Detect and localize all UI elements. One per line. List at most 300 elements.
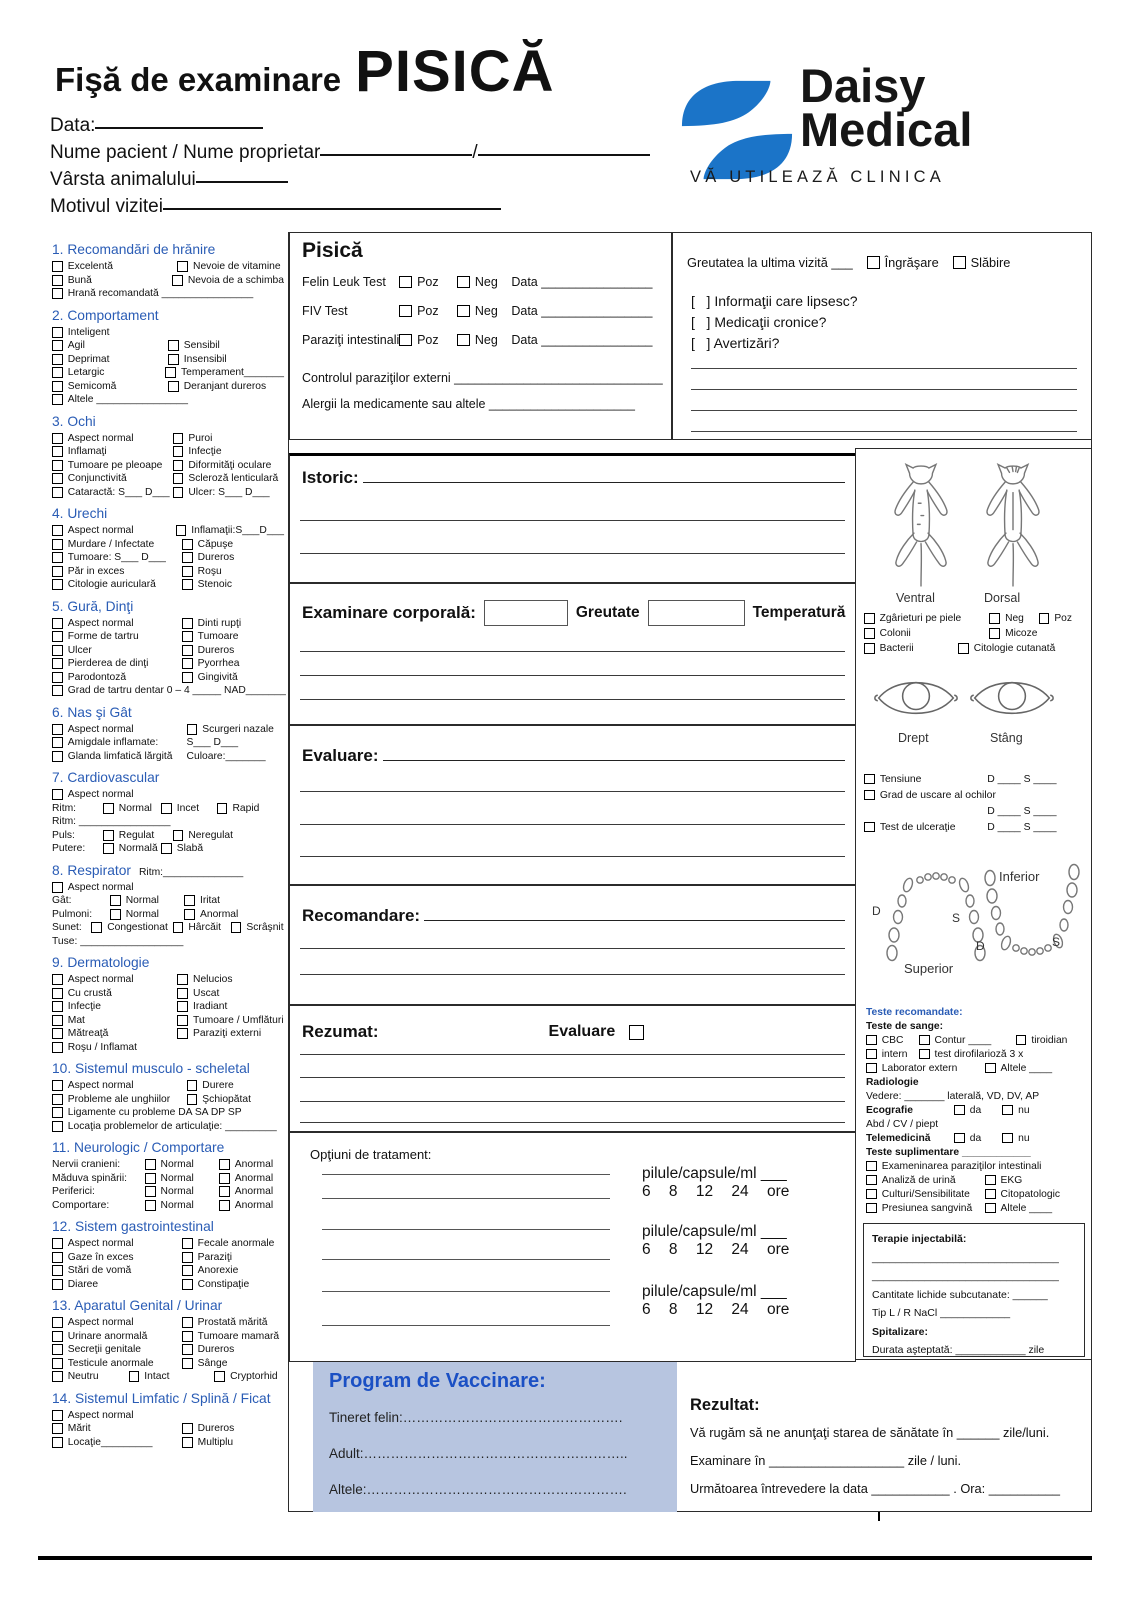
checkbox[interactable]	[184, 895, 195, 906]
checkbox[interactable]	[182, 658, 193, 669]
checkbox[interactable]	[145, 1200, 156, 1211]
section-heading	[52, 242, 284, 257]
checkbox[interactable]	[866, 1203, 877, 1214]
checkbox[interactable]	[52, 446, 63, 457]
label: Culoare:_______	[186, 750, 266, 762]
label: Mărit	[67, 1423, 91, 1435]
label: Deranjant dureros	[183, 380, 267, 392]
form-row	[864, 611, 1088, 626]
tratament-blank-line[interactable]	[322, 1259, 610, 1260]
checkbox[interactable]	[52, 1080, 63, 1091]
checklist-section	[52, 1298, 284, 1384]
checkbox[interactable]	[985, 1175, 996, 1186]
checkbox[interactable]	[52, 525, 63, 536]
checkbox[interactable]	[864, 822, 875, 833]
checkbox[interactable]	[52, 460, 63, 471]
examinare-section	[289, 583, 856, 725]
checkbox[interactable]	[52, 1238, 63, 1249]
label: Bacterii	[879, 643, 914, 654]
checkbox[interactable]	[457, 276, 470, 289]
checkbox[interactable]	[52, 473, 63, 484]
checklist-section	[52, 1391, 284, 1450]
label: Aspect normal	[67, 1409, 134, 1421]
checkbox[interactable]	[173, 473, 184, 484]
checkbox[interactable]	[864, 774, 875, 785]
label: Multiplu	[197, 1436, 234, 1448]
checklist-column	[38, 232, 289, 1512]
checkbox[interactable]	[864, 613, 875, 624]
logo-name-line1: Daisy	[800, 59, 926, 112]
checkbox[interactable]	[985, 1063, 996, 1074]
checkbox[interactable]	[182, 1238, 193, 1249]
label: Normală	[118, 843, 158, 855]
name-field	[50, 139, 650, 166]
form-row	[52, 736, 284, 750]
label: Teste suplimentare ____________	[866, 1146, 1031, 1158]
form-row	[52, 1264, 284, 1278]
label: Paraziţi	[197, 1251, 232, 1263]
form-row	[52, 326, 284, 340]
checkbox[interactable]	[52, 737, 63, 748]
checkbox[interactable]	[52, 1042, 63, 1053]
patient-name-blank-line[interactable]	[320, 153, 472, 156]
vaccination-row: Adult:…………………………………………………..	[329, 1446, 628, 1461]
checkbox[interactable]	[182, 631, 193, 642]
form-row	[52, 1041, 284, 1055]
checkbox[interactable]	[866, 1063, 877, 1074]
checkbox[interactable]	[52, 1344, 63, 1355]
label: Normal	[125, 895, 159, 907]
checkbox[interactable]	[52, 685, 63, 696]
checkbox[interactable]	[52, 658, 63, 669]
rezumat-blank-line[interactable]	[300, 1122, 845, 1123]
checkbox[interactable]	[1002, 1133, 1013, 1144]
label: Tumoare mamară	[197, 1330, 280, 1342]
evaluare-blank-line[interactable]	[300, 824, 845, 825]
checkbox[interactable]	[173, 922, 184, 933]
form-row	[866, 1103, 1086, 1117]
checkbox[interactable]	[52, 1001, 63, 1012]
checkbox[interactable]	[52, 1015, 63, 1026]
checklist-section	[52, 1219, 284, 1291]
reason-blank-line[interactable]	[163, 207, 501, 210]
checkbox[interactable]	[110, 909, 121, 920]
label: tiroidian	[1031, 1034, 1068, 1046]
checkbox[interactable]	[52, 672, 63, 683]
checkbox[interactable]	[1002, 1105, 1013, 1116]
checkbox[interactable]	[168, 340, 179, 351]
form-row	[52, 1000, 284, 1014]
checkbox[interactable]	[182, 672, 193, 683]
form-row	[864, 803, 1088, 819]
checkbox[interactable]	[52, 1279, 63, 1290]
label: Spitalizare:	[872, 1325, 929, 1338]
label: D ____ S ____	[987, 773, 1057, 785]
checkbox[interactable]	[177, 1001, 188, 1012]
tratament-blank-line[interactable]	[322, 1291, 610, 1292]
form-title-small: Fişă de examinare	[55, 61, 342, 98]
form-row	[52, 565, 284, 579]
checkbox[interactable]	[184, 909, 195, 920]
checkbox[interactable]	[176, 525, 187, 536]
label: Periferici:	[52, 1186, 95, 1198]
label: Aspect normal	[67, 974, 134, 986]
checkbox[interactable]	[866, 1189, 877, 1200]
checkbox[interactable]	[187, 724, 198, 735]
checkbox[interactable]	[52, 327, 63, 338]
reason-label: Motivul vizitei	[50, 196, 163, 217]
label: Altele ____	[1000, 1202, 1053, 1214]
evaluare-blank-line[interactable]	[383, 759, 845, 761]
checkbox[interactable]	[52, 1121, 63, 1132]
checkbox[interactable]	[52, 1107, 63, 1118]
exam-blank-line[interactable]	[300, 675, 845, 676]
checkbox[interactable]	[52, 552, 63, 563]
checkbox[interactable]	[182, 552, 193, 563]
checkbox[interactable]	[867, 256, 880, 269]
cat-dorsal-diagram	[974, 461, 1052, 593]
label: Cryptorhid	[230, 1371, 278, 1383]
checkbox[interactable]	[177, 974, 188, 985]
label: Gingivită	[197, 671, 238, 683]
label: Testicule anormale	[67, 1357, 154, 1369]
checkbox[interactable]	[145, 1159, 156, 1170]
notes-blank-line[interactable]	[691, 368, 1077, 369]
checkbox[interactable]	[52, 340, 63, 351]
checkbox[interactable]	[173, 433, 184, 444]
checkbox[interactable]	[145, 1173, 156, 1184]
dental-chart-diagram	[856, 854, 1093, 1002]
section-heading	[52, 1298, 284, 1313]
exam-blank-line[interactable]	[300, 651, 845, 652]
checkbox[interactable]	[866, 1161, 877, 1172]
recomandare-label: Recomandare:	[302, 906, 421, 925]
label: Neg	[474, 304, 498, 318]
section-heading	[52, 599, 284, 614]
checkbox[interactable]	[161, 843, 172, 854]
checkbox[interactable]	[864, 790, 875, 801]
test-extra-rows	[302, 371, 663, 423]
label: Aspect normal	[67, 1238, 134, 1250]
tratament-blank-line[interactable]	[322, 1174, 610, 1175]
recomandare-blank-line[interactable]	[424, 919, 845, 921]
checkbox[interactable]	[182, 1279, 193, 1290]
rezumat-blank-line[interactable]	[300, 1054, 845, 1055]
label: Presiunea sangvină	[881, 1202, 973, 1214]
label: Anormal	[234, 1186, 274, 1198]
checkbox[interactable]	[103, 843, 114, 854]
checkbox[interactable]	[52, 645, 63, 656]
checkbox[interactable]	[182, 1437, 193, 1448]
checkbox[interactable]	[989, 613, 1000, 624]
label: Greutatea la ultima vizită ___	[687, 255, 853, 270]
checkbox[interactable]	[52, 1265, 63, 1276]
checkbox[interactable]	[52, 1094, 63, 1105]
checkbox[interactable]	[52, 974, 63, 985]
checkbox[interactable]	[52, 288, 63, 299]
checkbox[interactable]	[919, 1035, 930, 1046]
checkbox[interactable]	[866, 1035, 877, 1046]
checkbox[interactable]	[954, 1133, 965, 1144]
label: Analiză de urină	[881, 1174, 956, 1186]
checkbox[interactable]	[864, 628, 875, 639]
checkbox[interactable]	[629, 1025, 644, 1040]
evaluare-section	[289, 725, 856, 885]
checkbox[interactable]	[165, 367, 176, 378]
label: Măduva spinării:	[52, 1172, 127, 1184]
checkbox[interactable]	[182, 1265, 193, 1276]
label: Poz	[1054, 613, 1072, 624]
notes-blank-line[interactable]	[691, 389, 1077, 390]
eye-right-diagram	[872, 677, 960, 719]
checkbox[interactable]	[864, 643, 875, 654]
section-suffix: Ritm:______________	[138, 866, 244, 878]
label: Roşu	[197, 565, 222, 577]
checkbox[interactable]	[177, 988, 188, 999]
checkbox[interactable]	[399, 334, 412, 347]
checkbox[interactable]	[985, 1189, 996, 1200]
checkbox[interactable]	[52, 1028, 63, 1039]
temperatura-label: Temperatură	[752, 604, 846, 621]
checkbox[interactable]	[177, 1015, 188, 1026]
checkbox[interactable]	[129, 1371, 140, 1382]
notes-blank-line[interactable]	[691, 410, 1077, 411]
label: Test de ulceraţie	[879, 821, 956, 833]
form-row	[52, 894, 284, 908]
rezumat-blank-line[interactable]	[300, 1101, 845, 1102]
notes-blank-line[interactable]	[691, 431, 1077, 432]
tratament-blank-line[interactable]	[322, 1325, 610, 1326]
form-row	[866, 1117, 1086, 1131]
rezumat-blank-line[interactable]	[300, 1077, 845, 1078]
checkbox[interactable]	[161, 803, 172, 814]
checkbox[interactable]	[103, 803, 114, 814]
weight-row	[687, 255, 1083, 270]
checkbox[interactable]	[1016, 1035, 1027, 1046]
checkbox[interactable]	[173, 446, 184, 457]
checkbox[interactable]	[52, 751, 63, 762]
checkbox[interactable]	[173, 460, 184, 471]
istoric-blank-line[interactable]	[300, 520, 845, 521]
checkbox[interactable]	[214, 1371, 225, 1382]
checkbox[interactable]	[52, 882, 63, 893]
label: Cu crustă	[67, 987, 112, 999]
alert-items	[691, 291, 858, 354]
dental-s-label: S	[952, 911, 961, 925]
checkbox[interactable]	[182, 1331, 193, 1342]
recomandare-section	[289, 885, 856, 1005]
checkbox[interactable]	[182, 1344, 193, 1355]
checkbox[interactable]	[168, 354, 179, 365]
checkbox[interactable]	[182, 1358, 193, 1369]
checkbox[interactable]	[182, 645, 193, 656]
evaluare-blank-line[interactable]	[300, 791, 845, 792]
label: Conjunctivită	[67, 473, 127, 485]
checkbox[interactable]	[399, 276, 412, 289]
owner-name-blank-line[interactable]	[478, 153, 650, 156]
label: CBC	[881, 1034, 904, 1046]
form-row	[872, 1267, 1076, 1286]
checkbox[interactable]	[989, 628, 1000, 639]
form-row	[52, 393, 284, 407]
age-blank-line[interactable]	[196, 180, 288, 183]
checkbox[interactable]	[52, 275, 63, 286]
checkbox[interactable]	[52, 618, 63, 629]
rezultat-lines	[690, 1425, 1092, 1496]
checkbox[interactable]	[52, 394, 63, 405]
checkbox[interactable]	[958, 643, 969, 654]
checkbox[interactable]	[919, 1049, 930, 1060]
section-title: 6. Nas şi Gât	[52, 704, 132, 720]
istoric-blank-line[interactable]	[363, 481, 845, 483]
checkbox[interactable]	[52, 724, 63, 735]
checkbox[interactable]	[187, 1094, 198, 1105]
checkbox[interactable]	[52, 261, 63, 272]
checkbox[interactable]	[953, 256, 966, 269]
label: Dureros	[197, 552, 235, 564]
checkbox[interactable]	[219, 1173, 230, 1184]
exam-value-box[interactable]	[484, 600, 568, 626]
checkbox[interactable]	[217, 803, 228, 814]
recomandare-blank-line[interactable]	[300, 948, 845, 949]
checkbox[interactable]	[866, 1175, 877, 1186]
form-row	[52, 1409, 284, 1423]
checkbox[interactable]	[103, 830, 114, 841]
form-row	[52, 881, 284, 895]
dental-s-label: S	[1052, 935, 1061, 949]
label: Diformităţi oculare	[188, 459, 272, 471]
checkbox[interactable]	[231, 922, 242, 933]
checkbox[interactable]	[52, 381, 63, 392]
label: Comportare:	[52, 1199, 110, 1211]
checkbox[interactable]	[52, 539, 63, 550]
label: Felin Leuk Test	[302, 275, 386, 289]
label: Puroi	[188, 432, 213, 444]
checkbox[interactable]	[145, 1186, 156, 1197]
checkbox[interactable]	[52, 487, 63, 498]
form-row	[866, 1131, 1086, 1145]
label: Dureros	[197, 1423, 235, 1435]
checkbox[interactable]	[52, 1317, 63, 1328]
label: Forme de tartru	[67, 631, 139, 643]
label: Abd / CV / piept	[866, 1118, 939, 1130]
injectable-therapy-box	[863, 1223, 1085, 1357]
label: Insensibil	[183, 353, 227, 365]
label: Aspect normal	[67, 1317, 134, 1329]
checkbox[interactable]	[219, 1186, 230, 1197]
checkbox[interactable]	[182, 539, 193, 550]
label: Pulmoni:	[52, 908, 93, 920]
label: Neg	[474, 275, 498, 289]
checkbox[interactable]	[110, 895, 121, 906]
checkbox[interactable]	[52, 433, 63, 444]
checkbox[interactable]	[182, 1252, 193, 1263]
checkbox[interactable]	[172, 275, 183, 286]
checkbox[interactable]	[177, 261, 188, 272]
label: Aspect normal	[67, 1080, 134, 1092]
exam-blank-line[interactable]	[300, 699, 845, 700]
label: Nevoie de vitamine	[193, 261, 281, 273]
checkbox[interactable]	[187, 1080, 198, 1091]
evaluare-blank-line[interactable]	[300, 856, 845, 857]
label: Zgârieturi pe piele	[879, 613, 962, 624]
checkbox[interactable]	[219, 1159, 230, 1170]
checkbox[interactable]	[182, 579, 193, 590]
checkbox[interactable]	[182, 1317, 193, 1328]
checklist-section	[52, 308, 284, 407]
checkbox[interactable]	[173, 487, 184, 498]
date-blank-line[interactable]	[95, 126, 263, 129]
checkbox[interactable]	[52, 367, 63, 378]
label: Exameninarea paraziţilor intestinali	[881, 1160, 1042, 1172]
checkbox[interactable]	[182, 618, 193, 629]
label: Tumoare pe pleoape	[67, 459, 163, 471]
checkbox[interactable]	[91, 922, 102, 933]
checkbox[interactable]	[52, 566, 63, 577]
checkbox[interactable]	[866, 1049, 877, 1060]
checkbox[interactable]	[173, 830, 184, 841]
label: Paraziţi intestinali	[302, 333, 400, 347]
checkbox[interactable]	[985, 1203, 996, 1214]
checkbox[interactable]	[457, 334, 470, 347]
weight-value-box[interactable]	[648, 600, 745, 626]
dental-d-label: D	[976, 939, 985, 953]
label: Nelucios	[193, 974, 233, 986]
checkbox[interactable]	[168, 381, 179, 392]
dorsal-label: Dorsal	[984, 591, 1021, 605]
form-row	[52, 617, 284, 631]
checkbox[interactable]	[52, 579, 63, 590]
eye-left-diagram	[968, 677, 1056, 719]
label: Căpuşe	[197, 538, 234, 550]
checkbox[interactable]	[52, 631, 63, 642]
checkbox[interactable]	[1039, 613, 1050, 624]
form-row	[872, 1304, 1076, 1323]
checkbox[interactable]	[52, 988, 63, 999]
checkbox[interactable]	[52, 1437, 63, 1448]
checkbox[interactable]	[52, 1410, 63, 1421]
checkbox[interactable]	[399, 305, 412, 318]
section-heading	[52, 770, 284, 785]
form-row	[872, 1286, 1076, 1305]
label: Aspect normal	[67, 432, 134, 444]
checkbox[interactable]	[182, 566, 193, 577]
checkbox[interactable]	[52, 1331, 63, 1342]
tratament-blank-line[interactable]	[322, 1198, 610, 1199]
checkbox[interactable]	[52, 1371, 63, 1382]
recomandare-blank-line[interactable]	[300, 974, 845, 975]
istoric-blank-line[interactable]	[300, 553, 845, 554]
form-row	[302, 275, 663, 289]
form-row	[872, 1249, 1076, 1268]
checkbox[interactable]	[52, 789, 63, 800]
label: Data ________________	[511, 304, 653, 318]
checkbox[interactable]	[52, 1423, 63, 1434]
checkbox[interactable]	[52, 1252, 63, 1263]
checkbox[interactable]	[457, 305, 470, 318]
label: Aspect normal	[67, 881, 134, 893]
tratament-blank-line[interactable]	[322, 1229, 610, 1230]
checkbox[interactable]	[182, 1423, 193, 1434]
label: Constipaţie	[197, 1278, 250, 1290]
checkbox[interactable]	[177, 1028, 188, 1039]
form-row	[302, 304, 663, 318]
checkbox[interactable]	[52, 354, 63, 365]
checkbox[interactable]	[219, 1200, 230, 1211]
checkbox[interactable]	[954, 1105, 965, 1116]
label: Culturi/Sensibilitate	[881, 1188, 970, 1200]
checkbox[interactable]	[52, 1358, 63, 1369]
